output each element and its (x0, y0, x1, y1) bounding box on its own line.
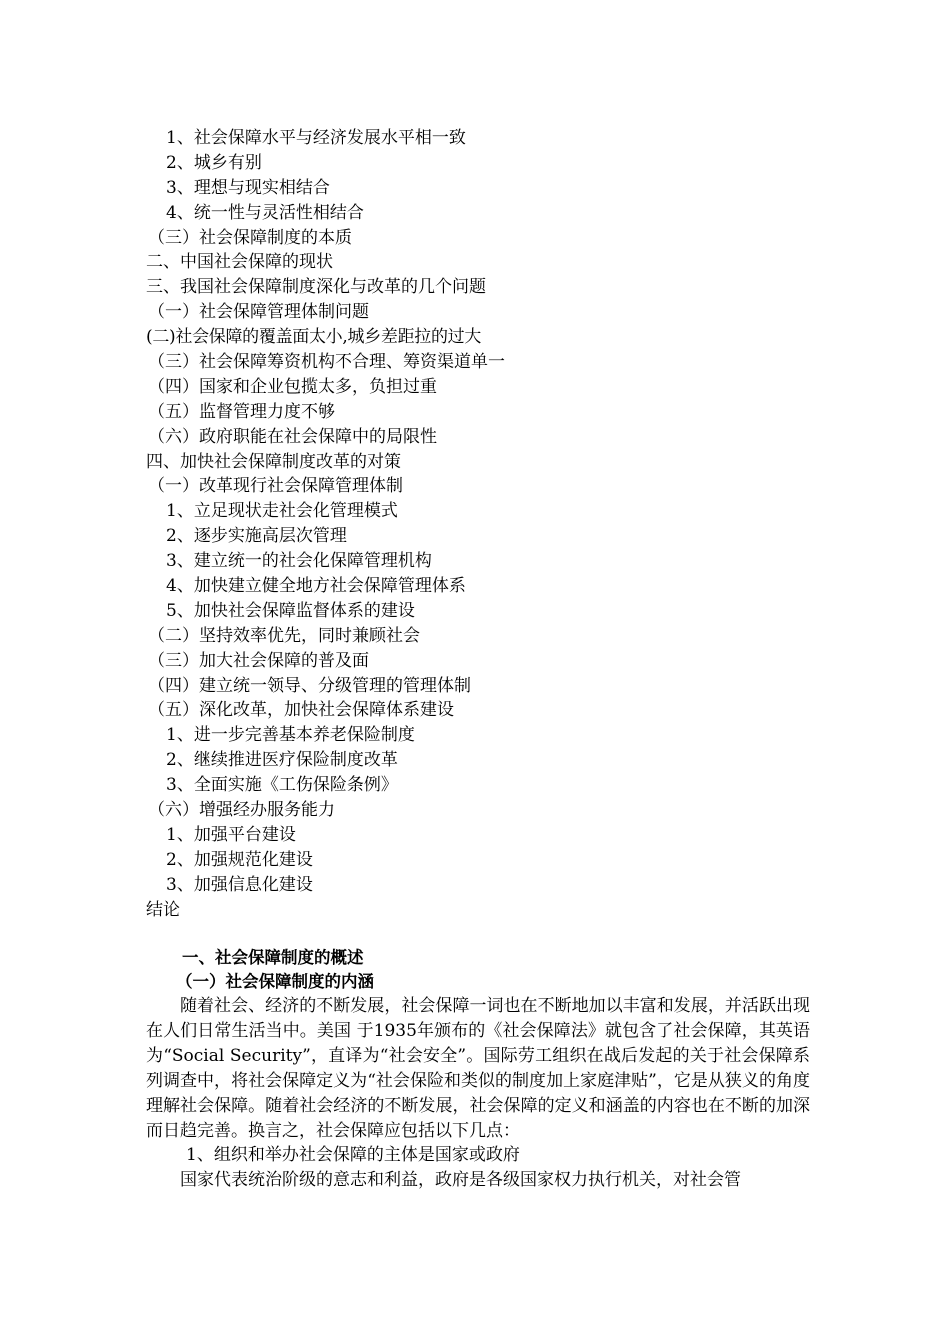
toc-line: （六）政府职能在社会保障中的局限性 (148, 426, 437, 447)
toc-line: 2、加强规范化建设 (166, 849, 313, 870)
toc-line: 三、我国社会保障制度深化与改革的几个问题 (146, 277, 486, 298)
toc-line: 结论 (146, 899, 180, 920)
toc-line: (二)社会保障的覆盖面太小,城乡差距拉的过大 (146, 327, 482, 348)
toc-line: （五）监督管理力度不够 (148, 401, 335, 422)
toc-line: 1、加强平台建设 (166, 824, 296, 845)
toc-line: （三）加大社会保障的普及面 (148, 650, 369, 671)
toc-line: 2、继续推进医疗保险制度改革 (166, 750, 398, 771)
subsection-heading: （一）社会保障制度的内涵 (176, 972, 374, 991)
body-section (146, 946, 810, 1193)
toc-line: 3、理想与现实相结合 (166, 177, 330, 198)
toc-line: （三）社会保障筹资机构不合理、筹资渠道单一 (148, 352, 505, 373)
point-heading: 1、组织和举办社会保障的主体是国家或政府 (186, 1145, 520, 1166)
body-paragraph: 随着社会、经济的不断发展，社会保障一词也在不断地加以丰富和发展，并活跃出现在人们日常生活当中。美国 于1935年颁布的《社会保障法》就包含了社会保障，其英语为“Social Security”，直译为“社会安全”。国际劳工组织在战后发起的关于社会保障系列调查中，将社会保障定义为“社会保险和类似的制度加上家庭津贴”，它是从狭义的角度理解社会保障。随着社会经济的不断发展，社会保障的定义和涵盖的内容也在不断的加深而日趋完善。换言之，社会保障应包括以下几点： (146, 996, 810, 1141)
toc-line: 4、统一性与灵活性相结合 (166, 202, 364, 223)
toc-line: 3、全面实施《工伤保险条例》 (166, 775, 398, 796)
toc-line: 2、城乡有别 (166, 152, 262, 173)
toc-line: （四）国家和企业包揽太多，负担过重 (148, 376, 437, 397)
section-heading: 一、社会保障制度的概述 (182, 948, 364, 967)
toc-line: 1、进一步完善基本养老保险制度 (166, 725, 415, 746)
toc-line: 1、立足现状走社会化管理模式 (166, 501, 398, 522)
toc-line: （五）深化改革，加快社会保障体系建设 (148, 700, 454, 721)
toc-line: 二、中国社会保障的现状 (146, 252, 333, 273)
toc-line: 3、加强信息化建设 (166, 874, 313, 895)
toc-line: 四、加快社会保障制度改革的对策 (146, 451, 401, 472)
toc-line: （一）改革现行社会保障管理体制 (148, 476, 403, 497)
toc-line: （一）社会保障管理体制问题 (148, 302, 369, 323)
toc-line: 2、逐步实施高层次管理 (166, 526, 347, 547)
toc-line: 5、加快社会保障监督体系的建设 (166, 600, 415, 621)
body-paragraph: 国家代表统治阶级的意志和利益，政府是各级国家权力执行机关，对社会管 (180, 1170, 741, 1191)
table-of-contents (146, 126, 566, 923)
toc-line: （三）社会保障制度的本质 (148, 227, 352, 248)
toc-line: （六）增强经办服务能力 (148, 800, 335, 821)
toc-line: 3、建立统一的社会化保障管理机构 (166, 551, 432, 572)
toc-line: 4、加快建立健全地方社会保障管理体系 (166, 576, 466, 597)
toc-line: （二）坚持效率优先，同时兼顾社会 (148, 625, 420, 646)
toc-line: 1、社会保障水平与经济发展水平相一致 (166, 128, 466, 148)
toc-line: （四）建立统一领导、分级管理的管理体制 (148, 675, 471, 696)
